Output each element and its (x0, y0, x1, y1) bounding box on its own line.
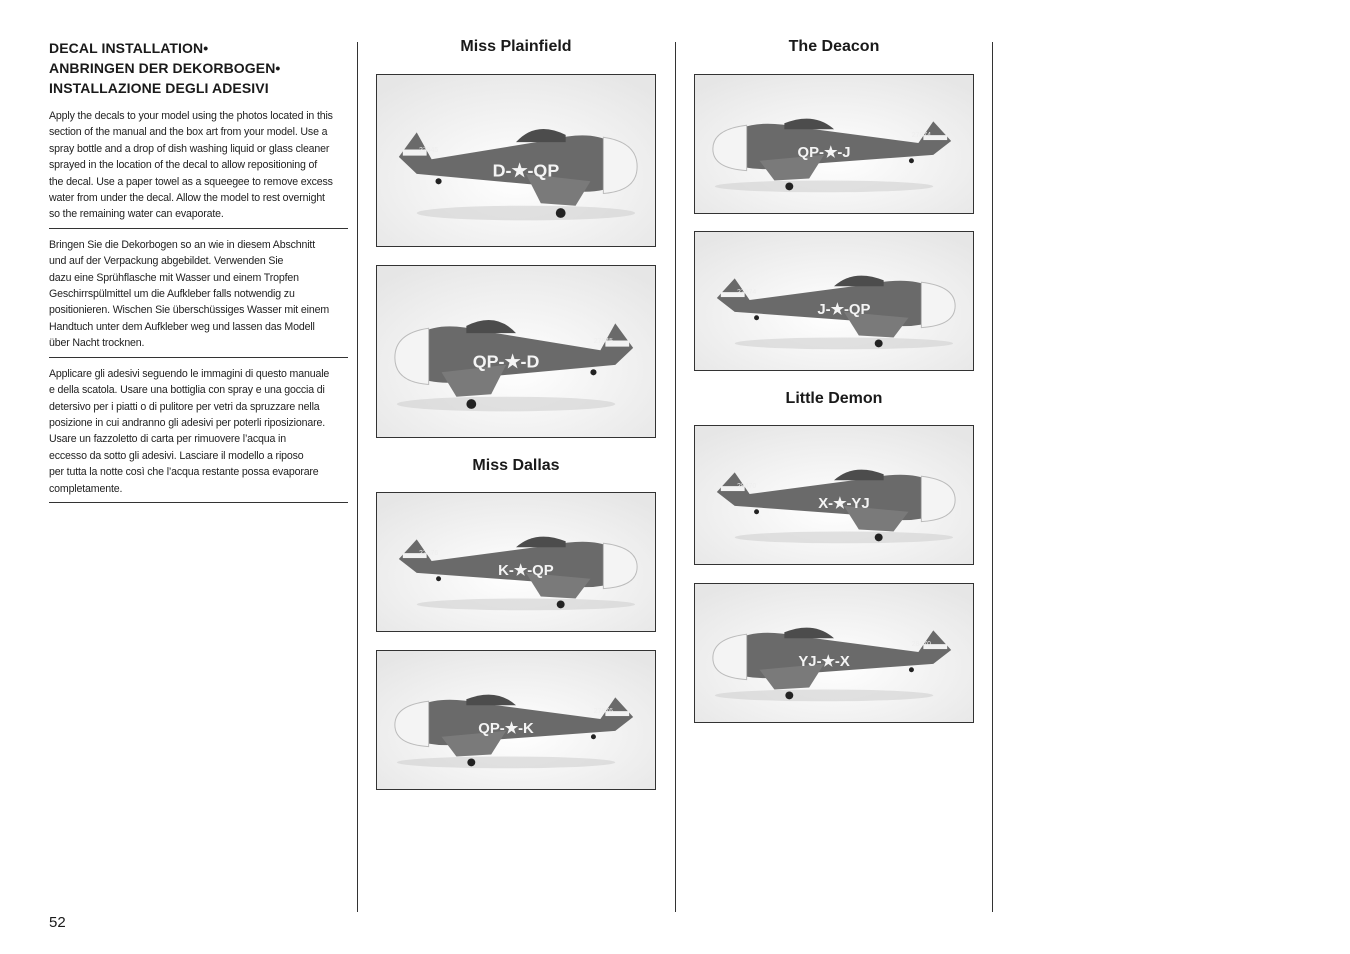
caption-miss-dallas: Miss Dallas (472, 457, 560, 474)
photo-the-deacon-left (694, 231, 974, 371)
caption-the-deacon: The Deacon (788, 38, 880, 55)
photo-little-demon-right (694, 583, 974, 723)
paragraph-italian (49, 364, 348, 503)
text-line: section of the manual and the box art from your model. Use a (49, 126, 328, 139)
text-line: und auf der Verpackung abgebildet. Verwenden Sie (49, 255, 284, 268)
aircraft-serial-label: 27876 (418, 550, 439, 558)
aircraft-code-label: QP-★-J (797, 144, 851, 161)
column-divider (675, 42, 676, 912)
text-line: Apply the decals to your model using the photos located in this (49, 110, 333, 122)
text-line: Applicare gli adesivi seguendo le immagini di questo manuale (49, 367, 330, 380)
text-line: spray bottle and a drop of dish washing liquid or glass cleaner (49, 142, 330, 155)
text-line: so the remaining water can evaporate. (49, 208, 224, 221)
text-line: posizione in cui andranno gli adesivi per poterli riposizionare. (49, 416, 326, 429)
aircraft-serial-label: 27874 (911, 132, 932, 140)
text-line: sprayed in the location of the decal to allow repositioning of (49, 159, 318, 172)
text-line: completamente. (49, 482, 123, 495)
photo-little-demon-left (694, 425, 974, 565)
aircraft-serial-label: 28470 (911, 641, 932, 649)
column-divider (357, 42, 358, 912)
photo-the-deacon-right (694, 74, 974, 214)
aircraft-code-label: QP-★-K (478, 720, 534, 737)
text-line: positionieren. Wischen Sie überschüssiges Wasser mit einem (49, 304, 330, 317)
aircraft-code-label: YJ-★-X (798, 653, 850, 670)
heading-line: DECAL INSTALLATION• (49, 40, 209, 56)
text-line: detersivo per i piatti o di pulitore per vetri da spruzzare nella (49, 400, 320, 413)
caption-little-demon: Little Demon (785, 390, 883, 407)
page-number: 52 (49, 914, 66, 931)
text-line: Bringen Sie die Dekorbogen so an wie in diesem Abschnitt (49, 238, 316, 251)
text-line: Usare un fazzoletto di carta per rimuovere l’acqua in (49, 433, 287, 446)
text-line: per tutta la notte così che l’acqua restante possa evaporare (49, 466, 319, 479)
aircraft-code-label: K-★-QP (498, 562, 554, 579)
text-line: Geschirrspülmittel um die Aufkleber falls notwendig zu (49, 288, 295, 301)
aircraft-serial-label: 27845 (418, 146, 439, 154)
photo-miss-dallas-right (376, 650, 656, 790)
aircraft-serial-label: 27874 (736, 289, 757, 297)
photo-miss-dallas-left (376, 492, 656, 632)
aircraft-code-label: X-★-YJ (818, 495, 870, 512)
text-line: e della scatola. Usare una bottiglia con spray e una goccia di (49, 384, 325, 397)
paragraph-german (49, 235, 348, 358)
column-divider (992, 42, 993, 912)
aircraft-serial-label: 27876 (593, 708, 614, 716)
aircraft-code-label: QP-★-D (472, 351, 540, 372)
paragraph-english (49, 106, 348, 229)
photo-miss-plainfield-right (376, 265, 656, 438)
aircraft-serial-label: 28470 (736, 483, 757, 491)
heading-line: INSTALLAZIONE DEGLI ADESIVI (49, 80, 269, 96)
aircraft-code-label: J-★-QP (817, 301, 871, 318)
aircraft-serial-label: 27845 (593, 337, 614, 345)
caption-miss-plainfield: Miss Plainfield (460, 38, 572, 55)
aircraft-code-label: D-★-QP (492, 160, 560, 181)
text-line: water from under the decal. Allow the model to rest overnight (49, 192, 325, 205)
text-line: Handtuch unter dem Aufkleber weg und lassen das Modell (49, 320, 315, 333)
text-line: über Nacht trocknen. (49, 337, 145, 350)
heading-line: ANBRINGEN DER DEKORBOGEN• (49, 60, 281, 76)
section-heading (49, 38, 348, 98)
photo-miss-plainfield-left (376, 74, 656, 247)
text-line: dazu eine Sprühflasche mit Wasser und einem Tropfen (49, 271, 299, 284)
instructions-column (49, 38, 348, 509)
text-line: eccesso da sotto gli adesivi. Lasciare il modello a riposo (49, 449, 304, 462)
text-line: the decal. Use a paper towel as a squeegee to remove excess (49, 175, 333, 188)
